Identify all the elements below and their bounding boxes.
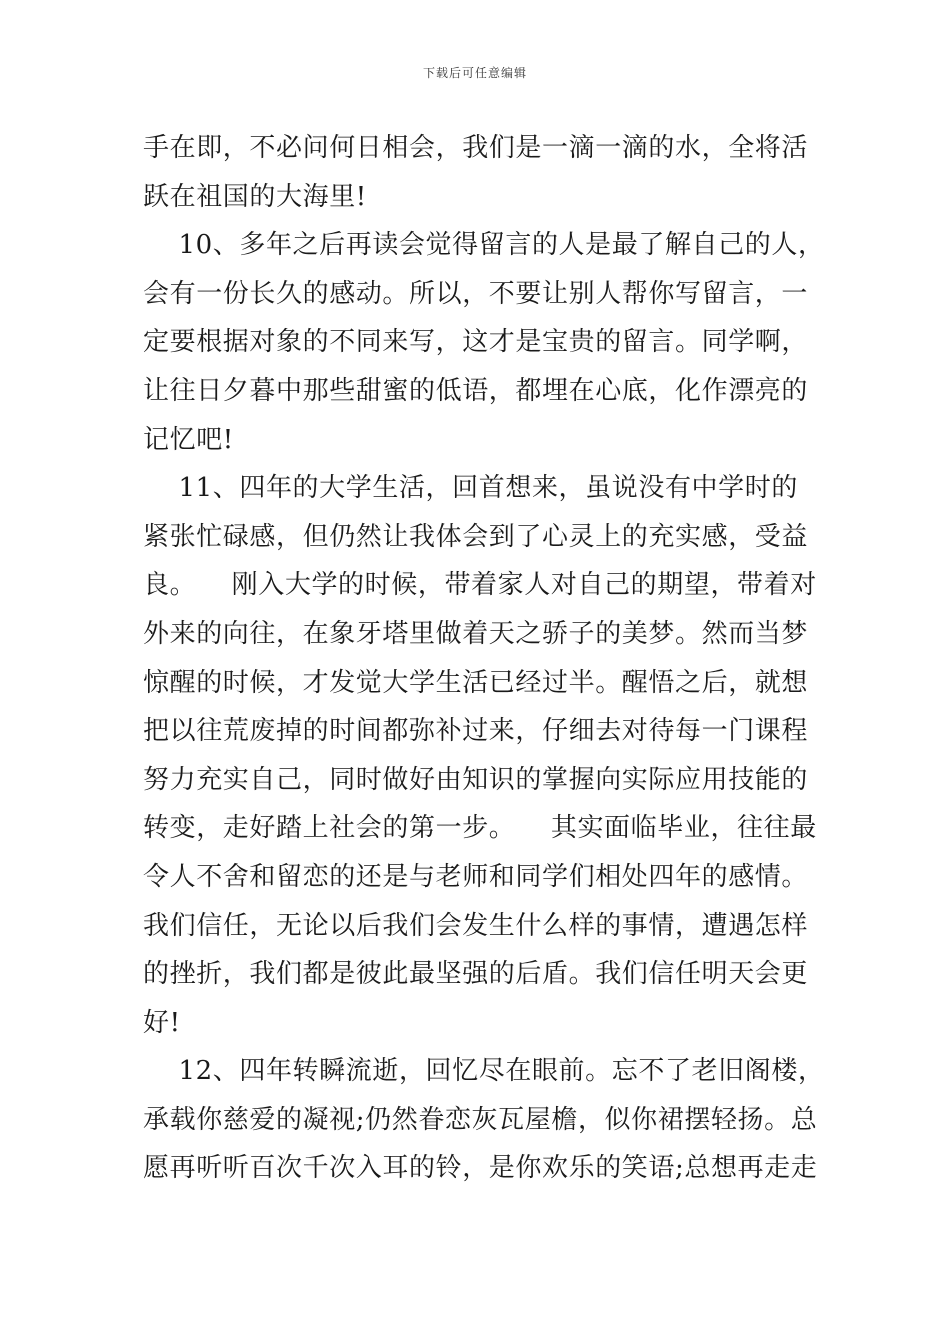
- text-line: 愿再听听百次千次入耳的铃，是你欢乐的笑语;总想再走走: [143, 1153, 818, 1184]
- page-header: 下载后可任意编辑: [422, 66, 527, 80]
- text-line: 会有一份长久的感动。所以，不要让别人帮你写留言，一: [143, 278, 809, 309]
- text-line: 跃在祖国的大海里!: [143, 181, 367, 212]
- text-line: 好!: [143, 1007, 181, 1038]
- text-line: 转变，走好踏上社会的第一步。 其实面临毕业，往往最: [143, 813, 817, 844]
- text-line: 惊醒的时候，才发觉大学生活已经过半。醒悟之后，就想: [143, 667, 809, 698]
- text-line: 外来的向往，在象牙塔里做着天之骄子的美梦。然而当梦: [143, 618, 809, 649]
- text-line: 11、四年的大学生活，回首想来，虽说没有中学时的: [143, 473, 798, 504]
- text-line: 记忆吧!: [143, 424, 234, 455]
- text-line: 努力充实自己，同时做好由知识的掌握向实际应用技能的: [143, 764, 809, 795]
- text-line: 我们信任，无论以后我们会发生什么样的事情，遭遇怎样: [143, 910, 809, 941]
- text-line: 承载你慈爱的凝视;仍然眷恋灰瓦屋檐，似你裙摆轻扬。总: [143, 1104, 818, 1135]
- text-line: 紧张忙碌感，但仍然让我体会到了心灵上的充实感，受益: [143, 521, 809, 552]
- text-line: 的挫折，我们都是彼此最坚强的后盾。我们信任明天会更: [143, 959, 809, 990]
- text-line: 12、四年转瞬流逝，回忆尽在眼前。忘不了老旧阁楼，: [143, 1056, 825, 1087]
- body-text: [143, 124, 833, 1193]
- text-line: 让往日夕暮中那些甜蜜的低语，都埋在心底，化作漂亮的: [143, 375, 809, 406]
- text-line: 定要根据对象的不同来写，这才是宝贵的留言。同学啊，: [143, 327, 809, 358]
- text-line: 良。 刚入大学的时候，带着家人对自己的期望，带着对: [143, 570, 817, 601]
- text-line: 10、多年之后再读会觉得留言的人是最了解自己的人，: [143, 230, 825, 261]
- text-line: 令人不舍和留恋的还是与老师和同学们相处四年的感情。: [143, 861, 809, 892]
- text-line: 把以往荒废掉的时间都弥补过来，仔细去对待每一门课程: [143, 716, 809, 747]
- text-line: 手在即，不必问何日相会，我们是一滴一滴的水，全将活: [143, 133, 809, 163]
